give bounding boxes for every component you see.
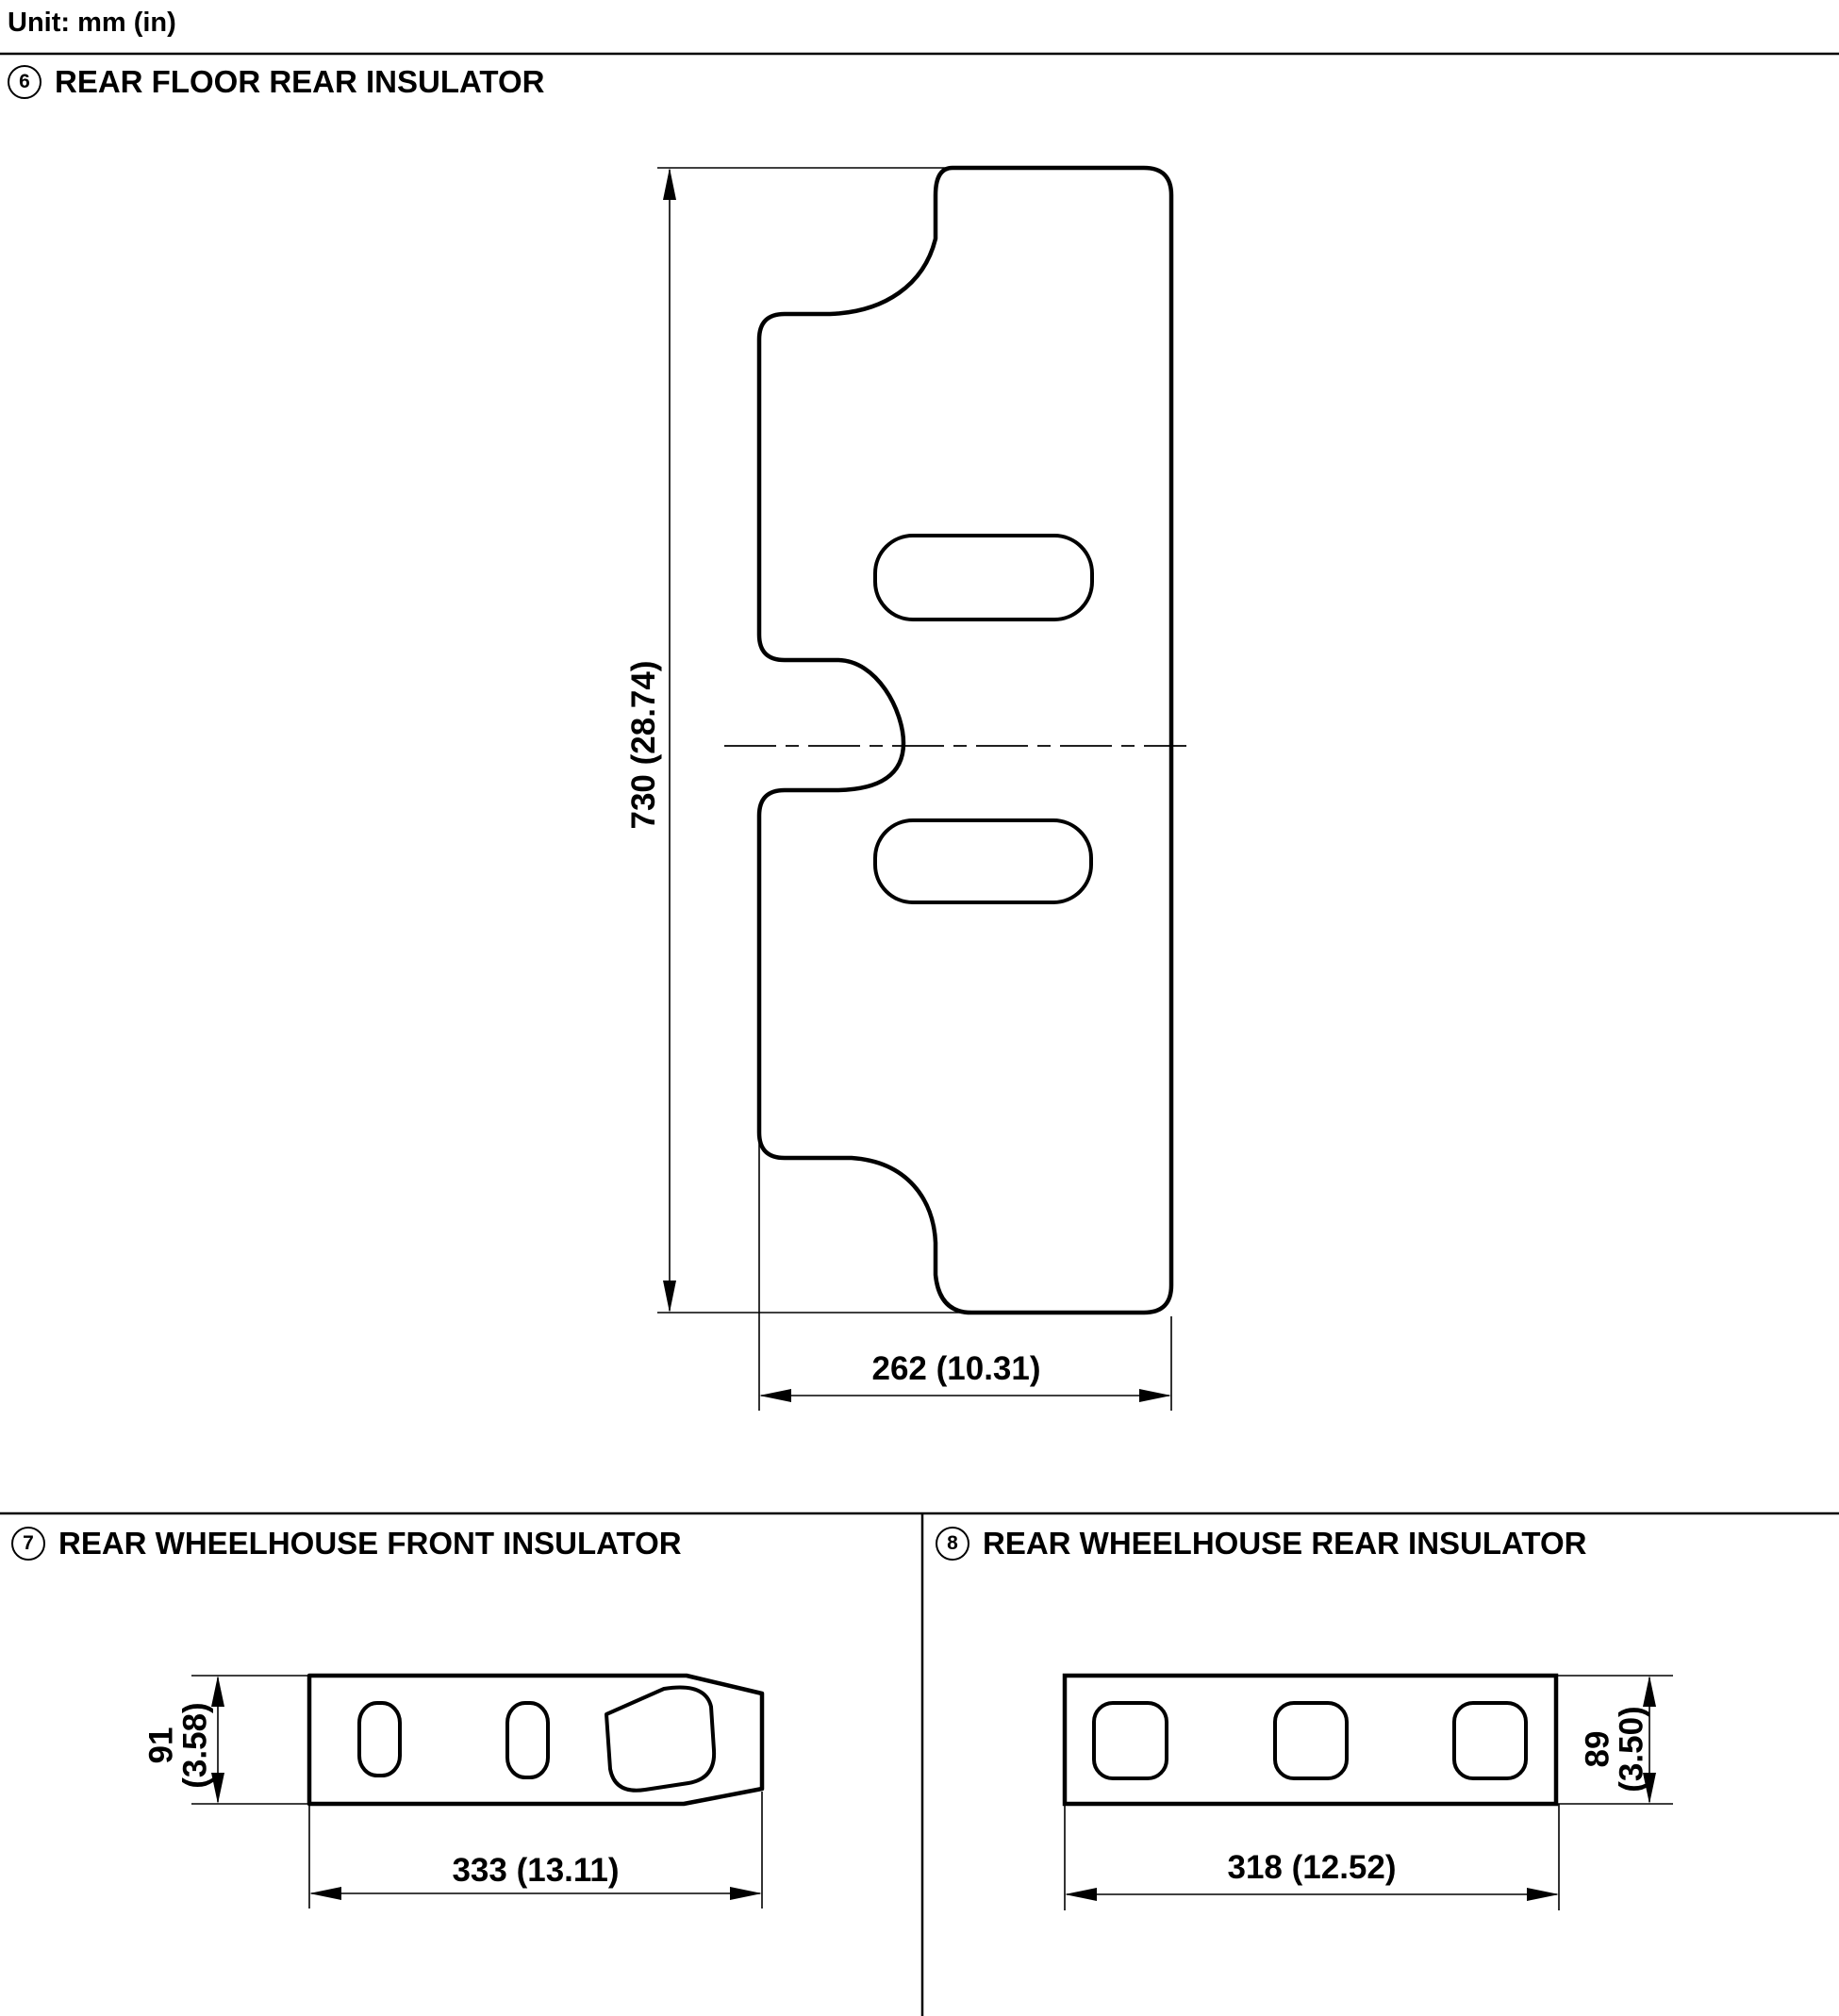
width-dimension-label: 262 (10.31) bbox=[871, 1350, 1041, 1387]
arrowhead-right-icon bbox=[1527, 1888, 1559, 1901]
circled-number-6: 6 bbox=[8, 65, 41, 99]
arrowhead-left-icon bbox=[1065, 1888, 1097, 1901]
section-title-rear-wheelhouse-front-insulator bbox=[11, 1526, 682, 1562]
part-outline bbox=[759, 168, 1171, 1313]
lower-slot-cutout bbox=[875, 820, 1091, 902]
unit-label: Unit: mm (in) bbox=[8, 8, 176, 38]
arrowhead-right-icon bbox=[730, 1887, 762, 1900]
oval-hole bbox=[507, 1703, 548, 1777]
height-mm: 89 bbox=[1579, 1730, 1616, 1768]
arrowhead-up-icon bbox=[663, 168, 676, 200]
upper-slot-cutout bbox=[875, 536, 1092, 620]
part-outline bbox=[1065, 1676, 1556, 1804]
part-outline bbox=[309, 1676, 762, 1804]
section-title-text: REAR WHEELHOUSE REAR INSULATOR bbox=[983, 1526, 1587, 1561]
section-title-rear-floor-rear-insulator bbox=[8, 64, 544, 100]
height-mm: 91 bbox=[142, 1727, 180, 1764]
arrowhead-up-icon bbox=[1643, 1676, 1656, 1707]
square-hole bbox=[1094, 1703, 1167, 1778]
large-hole bbox=[606, 1688, 714, 1791]
arrowhead-left-icon bbox=[309, 1887, 341, 1900]
arrowhead-right-icon bbox=[1139, 1389, 1171, 1402]
arrowhead-left-icon bbox=[759, 1389, 791, 1402]
rear-floor-rear-insulator-drawing bbox=[657, 168, 1186, 1411]
square-hole bbox=[1275, 1703, 1347, 1778]
section-title-rear-wheelhouse-rear-insulator bbox=[936, 1526, 1586, 1562]
square-hole bbox=[1454, 1703, 1526, 1778]
width-dimension-label: 318 (12.52) bbox=[1227, 1849, 1397, 1886]
height-dimension-label bbox=[142, 1702, 214, 1789]
section-title-text: REAR FLOOR REAR INSULATOR bbox=[55, 64, 545, 99]
height-dimension-label bbox=[1579, 1706, 1650, 1793]
section-title-text: REAR WHEELHOUSE FRONT INSULATOR bbox=[58, 1526, 682, 1561]
arrowhead-down-icon bbox=[663, 1281, 676, 1313]
circled-number-8: 8 bbox=[936, 1527, 969, 1561]
height-in: (3.50) bbox=[1614, 1706, 1650, 1793]
height-dimension-label: 730 (28.74) bbox=[624, 660, 662, 830]
circled-number-7: 7 bbox=[11, 1527, 45, 1561]
oval-hole bbox=[359, 1703, 400, 1776]
width-dimension-label: 333 (13.11) bbox=[452, 1852, 620, 1889]
height-in: (3.58) bbox=[177, 1702, 214, 1789]
